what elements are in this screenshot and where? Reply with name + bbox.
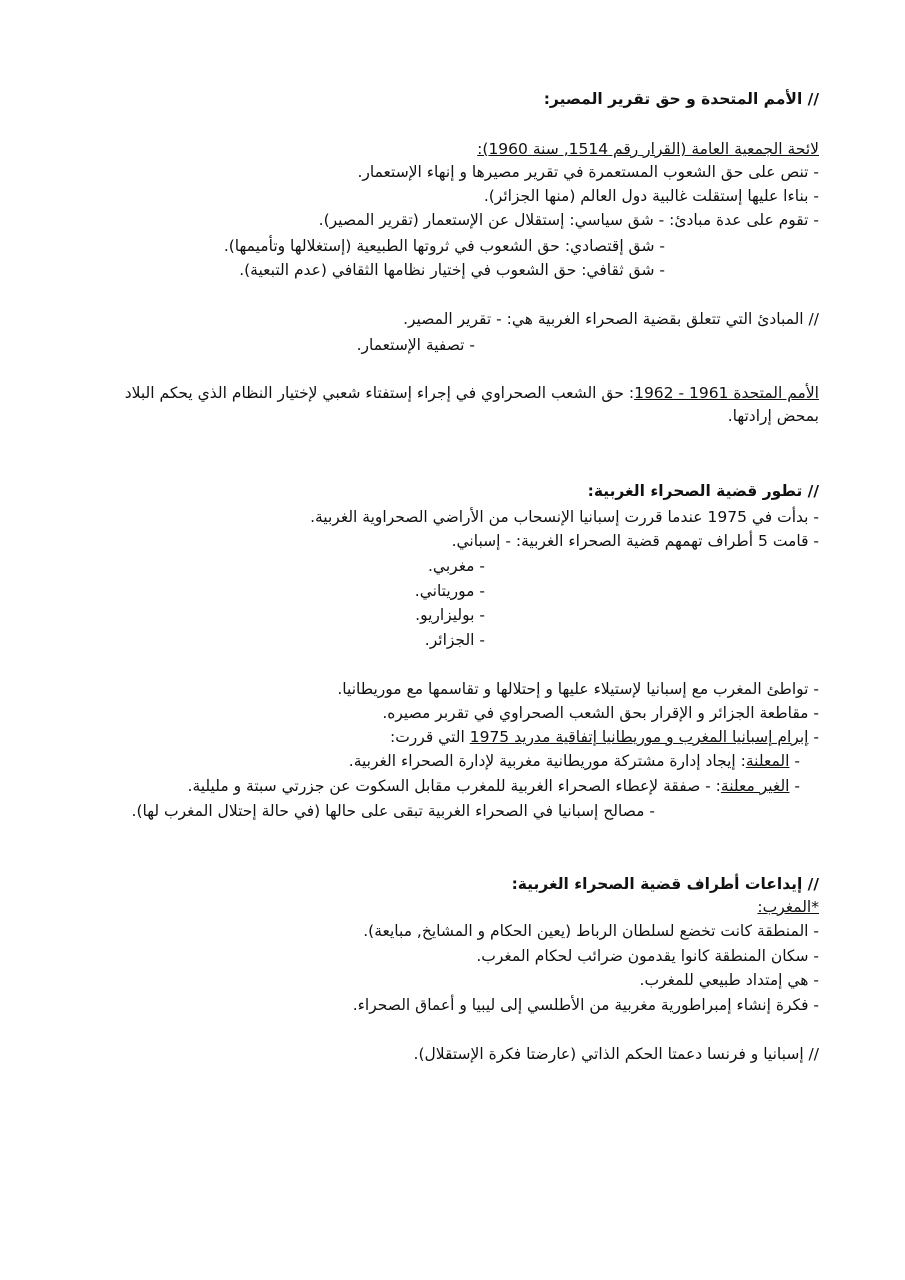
declared-line (349, 750, 800, 772)
party-item: - بوليزاريو. (415, 606, 485, 624)
text-line: - سكان المنطقة كانوا يقدمون ضرائب لحكام المغرب. (476, 947, 819, 965)
party-item: - مغربي. (427, 557, 485, 575)
un-paragraph (84, 382, 819, 428)
un-label: الأمم المتحدة 1961 - 1962 (634, 384, 819, 402)
principles-line: // المبادئ التي تتعلق بقضية الصحراء الغربية هي: - تقرير المصير. (403, 310, 819, 328)
madrid-post: التي قررت: (389, 728, 470, 746)
undeclared-label: الغير معلنة (720, 777, 790, 795)
section-heading-un: // الأمم المتحدة و حق تقرير المصير: (543, 90, 819, 108)
principles-line: - تصفية الإستعمار. (356, 336, 475, 354)
text-line: - شق إقتصادي: حق الشعوب في ثروتها الطبيعية (إستغلالها وتأميمها). (223, 237, 665, 255)
madrid-agreement: إبرام إسبانيا المغرب و موريطانيا إتفاقية مدريد 1975 (469, 728, 809, 746)
resolution-title: لائحة الجمعية العامة (القرار رقم 1514, سنة 1960): (477, 140, 819, 158)
section-heading-evolution: // تطور قضية الصحراء الغربية: (587, 482, 819, 500)
text-line: - مقاطعة الجزائر و الإقرار بحق الشعب الصحراوي في تقربر مصيره. (382, 704, 819, 722)
undeclared-text: : - صفقة لإعطاء الصحراء الغربية للمغرب مقابل السكوت عن جزرتي سبتة و مليلية. (187, 777, 721, 795)
closing-line: // إسبانيا و فرنسا دعمتا الحكم الذاتي (عارضتا فكرة الإستقلال). (413, 1045, 819, 1063)
text-line: - المنطقة كانت تخضع لسلطان الرباط (يعين الحكام و المشايخ, مبايعة). (363, 922, 819, 940)
dash: - (808, 728, 819, 746)
text-line: - بدأت في 1975 عندما قررت إسبانيا الإنسحاب من الأراضي الصحراوية الغربية. (310, 508, 819, 526)
text-line: - مصالح إسبانيا في الصحراء الغربية تبقى على حالها (في حالة إحتلال المغرب لها). (131, 802, 655, 820)
un-text: : حق الشعب الصحراوي في إجراء إستفتاء شعبي لإختيار النظام الذي يحكم البلاد بمحض إرادتها. (124, 384, 819, 425)
text-line: - فكرة إنشاء إمبراطورية مغربية من الأطلسي إلى ليبيا و أعماق الصحراء. (352, 996, 819, 1014)
declared-text: : إيجاد إدارة مشتركة موريطانية مغربية لإدارة الصحراء الغربية. (348, 752, 746, 770)
undeclared-line (188, 775, 800, 797)
text-line: - تنص على حق الشعوب المستعمرة في تقرير مصيرها و إنهاء الإستعمار. (357, 163, 819, 181)
text-line: - شق ثقافي: حق الشعوب في إختيار نظامها الثقافي (عدم التبعية). (239, 261, 665, 279)
morocco-subheading: *المغرب: (757, 898, 819, 916)
text-line: - بناءا عليها إستقلت غالبية دول العالم (منها الجزائر). (483, 187, 819, 205)
text-line: - تقوم على عدة مبادئ: - شق سياسي: إستقلال عن الإستعمار (تقرير المصير). (318, 211, 819, 229)
party-item: - الجزائر. (424, 631, 485, 649)
section-heading-claims: // إيداعات أطراف قضية الصحراء الغربية: (511, 875, 819, 893)
declared-label: المعلنة (745, 752, 790, 770)
text-line: - قامت 5 أطراف تهمهم قضية الصحراء الغربية: - إسباني. (451, 532, 819, 550)
madrid-line (390, 726, 819, 748)
dash: - (789, 752, 800, 770)
party-item: - موريتاني. (414, 582, 485, 600)
text-line: - تواطئ المغرب مع إسبانيا لإستيلاء عليها و إحتلالها و تقاسمها مع موريطانيا. (337, 680, 819, 698)
text-line: - هي إمتداد طبيعي للمغرب. (639, 971, 819, 989)
dash: - (789, 777, 800, 795)
